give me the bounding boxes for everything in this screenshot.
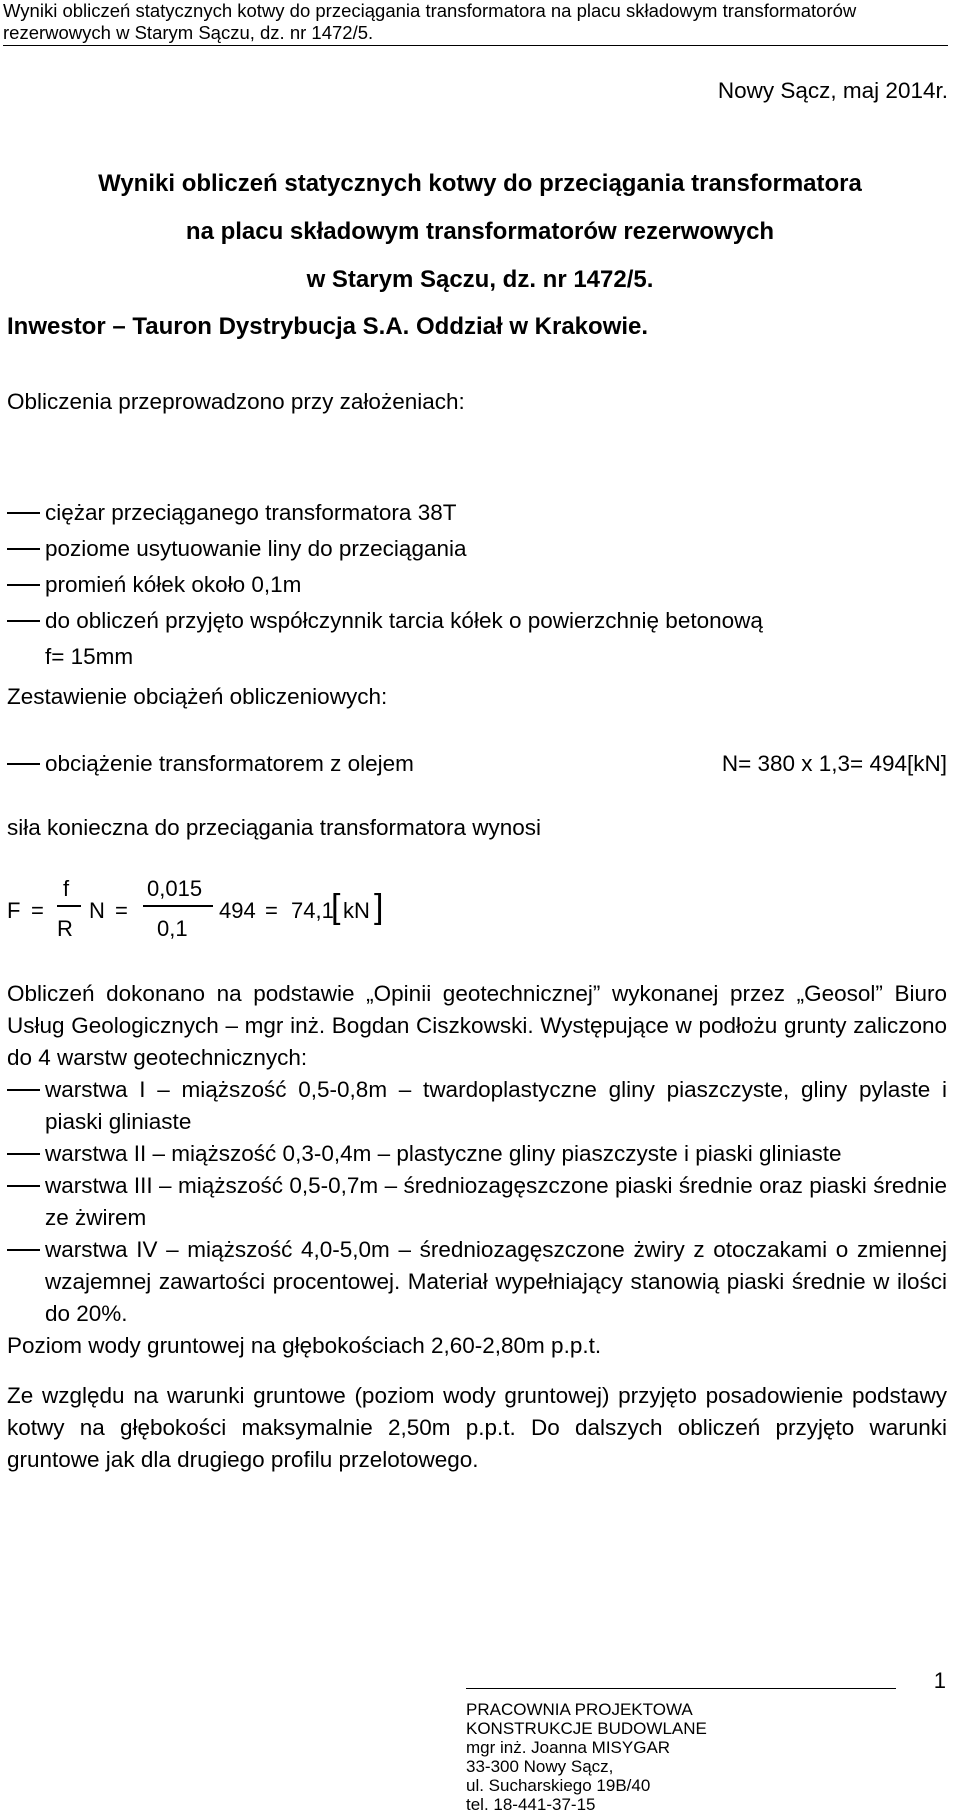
running-header — [3, 0, 948, 46]
groundwater-level: Poziom wody gruntowej na głębokościach 2,60-2,80m p.p.t. — [7, 1333, 602, 1358]
running-header-text: Wyniki obliczeń statycznych kotwy do przeciągania transformatora na placu składowym transformatorów rezerwowych w Starym Sączu, dz. nr 1472/5. — [3, 0, 857, 43]
load-item — [7, 746, 947, 782]
formula-equals-2: = — [115, 898, 128, 923]
paragraph-spacer — [7, 1362, 947, 1380]
geotech-layer: warstwa III – miąższość 0,5-0,7m – średniozagęszczone piaski średnie oraz piaski średnie ze żwirem — [7, 1170, 947, 1234]
footer-line: 33-300 Nowy Sącz, — [466, 1757, 614, 1776]
title-line-3: w Starym Sączu, dz. nr 1472/5. — [306, 266, 654, 293]
formula-N: N — [89, 898, 105, 923]
foundation-conclusion: Ze względu na warunki gruntowe (poziom wody gruntowej) przyjęto posadowienie podstawy kotwy na głębokości maksymalnie 2,50m p.p.t. Do dalszych obliczeń przyjęto warunki gruntowe jak dla drugiego profilu przelotowego. — [7, 1383, 947, 1472]
page-number: 1 — [933, 1668, 946, 1693]
title-line-2: na placu składowym transformatorów rezerwowych — [185, 218, 775, 245]
footer-line: tel. 18-441-37-15 — [466, 1795, 596, 1814]
formula-denominator: 0,1 — [157, 916, 188, 941]
company-footer — [466, 1700, 707, 1814]
footer-line: mgr inż. Joanna MISYGAR — [466, 1738, 671, 1757]
formula-R-denominator: R — [57, 916, 73, 941]
fraction-line-1 — [57, 905, 81, 907]
geotech-layer: warstwa II – miąższość 0,3-0,4m – plastyczne gliny piaszczyste i piaski gliniaste — [7, 1138, 947, 1170]
formula-F: F — [7, 898, 21, 923]
loads-heading: Zestawienie obciążeń obliczeniowych: — [7, 684, 388, 709]
formula-left-bracket: [ — [331, 888, 341, 926]
assumption-item: poziome usytuowanie liny do przeciągania — [7, 531, 763, 567]
assumption-item: ciężar przeciąganego transformatora 38T — [7, 495, 763, 531]
assumption-item: promień kółek około 0,1m — [7, 567, 763, 603]
load-item-label: obciążenie transformatorem z olejem — [7, 746, 414, 782]
formula-unit: kN — [343, 898, 370, 923]
geotech-layer: warstwa IV – miąższość 4,0-5,0m – średniozagęszczone żwiry z otoczakami o zmiennej wzajemnej zawartości procentowej. Materiał wypełniający stanowią piaski średnie w ilości do 20%. — [7, 1234, 947, 1330]
title-line-1: Wyniki obliczeń statycznych kotwy do przeciągania transformatora — [98, 170, 862, 197]
assumptions-list — [7, 495, 763, 675]
document-date: Nowy Sącz, maj 2014r. — [717, 78, 948, 103]
force-formula — [7, 872, 427, 952]
assumptions-heading: Obliczenia przeprowadzono przy założeniach: — [7, 389, 465, 414]
assumption-item: do obliczeń przyjęto współczynnik tarcia kółek o powierzchnię betonową — [7, 603, 763, 639]
assumption-continuation: f= 15mm — [45, 644, 134, 669]
load-item-value: N= 380 x 1,3= 494[kN] — [721, 751, 947, 776]
investor-line: Inwestor – Tauron Dystrybucja S.A. Oddział w Krakowie. — [7, 313, 649, 340]
geotech-intro: Obliczeń dokonano na podstawie „Opinii geotechnicznej” wykonanej przez „Geosol” Biuro Usług Geologicznych – mgr inż. Bogdan Ciszkowski. Występujące w podłożu grunty zaliczono do 4 warstw geotechnicznych: — [7, 981, 947, 1070]
geotech-section — [7, 978, 947, 1476]
footer-line: ul. Sucharskiego 19B/40 — [466, 1776, 651, 1795]
formula-multiplier: 494 — [219, 898, 256, 923]
document-title — [0, 160, 960, 304]
geotech-layer: warstwa I – miąższość 0,5-0,8m – twardoplastyczne gliny piaszczyste, gliny pylaste i piaski gliniaste — [7, 1074, 947, 1138]
formula-result: 74,1 — [291, 898, 334, 923]
footer-divider — [466, 1688, 896, 1689]
formula-equals-3: = — [265, 898, 278, 923]
formula-equals-1: = — [31, 898, 44, 923]
footer-line: KONSTRUKCJE BUDOWLANE — [466, 1719, 707, 1738]
force-intro: siła konieczna do przeciągania transformatora wynosi — [7, 815, 542, 840]
formula-f-numerator: f — [63, 876, 70, 901]
footer-line: PRACOWNIA PROJEKTOWA — [466, 1700, 693, 1719]
formula-right-bracket: ] — [374, 888, 384, 926]
formula-numerator: 0,015 — [147, 876, 203, 901]
fraction-line-2 — [143, 905, 213, 907]
